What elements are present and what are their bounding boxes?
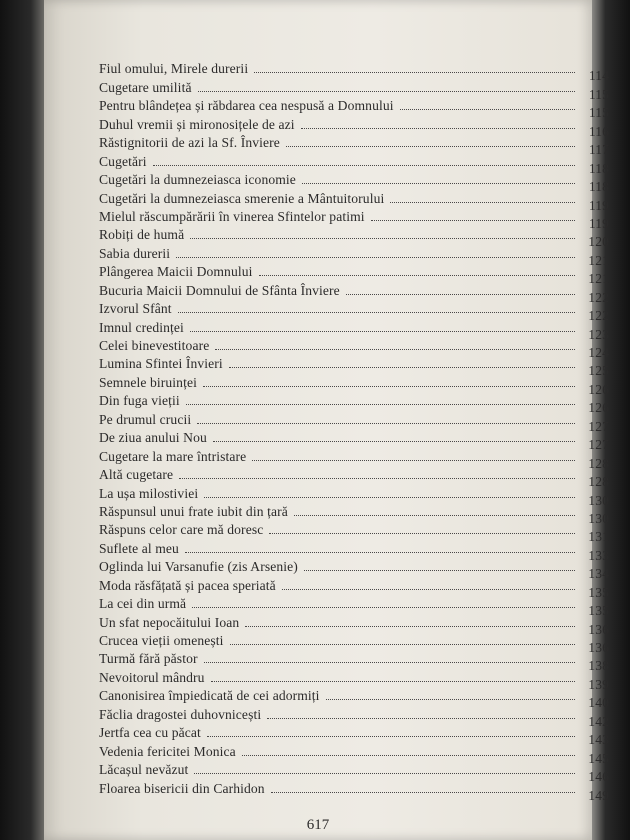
dot-leader [185, 552, 575, 553]
dot-leader [178, 312, 575, 313]
dot-leader [346, 294, 575, 295]
toc-entry-page: 130 [588, 492, 609, 508]
toc-entry-page: 118 [588, 179, 609, 195]
toc-entry-title: Răstignitorii de azi la Sf. Înviere [99, 135, 280, 151]
toc-entry-title: Izvorul Sfânt [99, 301, 172, 317]
toc-entry-title: Turmă fără păstor [99, 651, 198, 667]
toc-entry-title: Pe drumul crucii [99, 411, 192, 427]
toc-entry-title: Un sfat nepocăitului Ioan [99, 614, 240, 630]
toc-entry-title: Răspuns celor care mă doresc [99, 522, 264, 538]
toc-entry-title: Lumina Sfintei Învieri [99, 356, 223, 372]
toc-entry-title: Cugetări la dumnezeiasca iconomie [99, 172, 296, 188]
dot-leader [176, 257, 575, 258]
toc-entry-title: Răspunsul unui frate iubit din țară [99, 503, 288, 519]
dot-leader [204, 497, 575, 498]
dot-leader [198, 91, 575, 92]
toc-entry-page: 119 [588, 215, 609, 231]
dot-leader [213, 441, 575, 442]
toc-entry-page: 136 [588, 640, 609, 655]
toc-entry-page: 138 [588, 658, 609, 674]
dot-leader [390, 202, 575, 203]
toc-entry-page: 145 [588, 750, 609, 766]
toc-entry-title: Jertfa cea cu păcat [99, 725, 201, 741]
toc-entry-title: Canonisirea împiedicată de cei adormiți [99, 688, 320, 704]
toc-entry-page: 123 [588, 326, 609, 342]
dot-leader [229, 367, 575, 368]
toc-entry [99, 160, 609, 188]
toc-entry-page: 122 [588, 289, 609, 305]
dot-leader [282, 589, 575, 590]
toc-entry-page: 127 [588, 437, 609, 453]
toc-entry-page: 143 [588, 732, 609, 748]
toc-entry-page: 131 [588, 529, 609, 545]
dot-leader [203, 386, 575, 387]
toc-entry-page: 136 [588, 621, 609, 637]
book-page [44, 0, 609, 840]
dot-leader [286, 146, 575, 147]
toc-entry-title: Floarea bisericii din Carhidon [99, 780, 265, 796]
toc-entry-title: Cugetări [99, 153, 147, 169]
dot-leader [204, 662, 575, 663]
book-gutter-shadow [0, 0, 44, 840]
toc-entry-title: Făclia dragostei duhovnicești [99, 706, 262, 722]
toc-entry-title: Imnul credinței [99, 319, 184, 335]
dot-leader [252, 460, 575, 461]
toc-entry-title: Nevoitorul mândru [99, 669, 205, 685]
toc-entry-page: 139 [588, 676, 609, 692]
toc-entry-page: 135 [588, 584, 609, 600]
toc-entry-title: Suflete al meu [99, 540, 179, 556]
toc-entry-title: Fiul omului, Mirele durerii [99, 61, 249, 77]
dot-leader [242, 755, 575, 756]
toc-entry-title: Mielul răscumpărării în vinerea Sfintelor patimi [99, 208, 365, 224]
dot-leader [153, 165, 575, 166]
toc-entry-page: 117 [588, 142, 609, 158]
dot-leader [302, 183, 575, 184]
dot-leader [190, 238, 575, 239]
dot-leader [211, 681, 575, 682]
toc-entry-title: Moda răsfățată și pacea speriată [99, 577, 276, 593]
toc-entry-page: 128 [588, 455, 609, 471]
toc-entry-page: 121 [588, 271, 609, 287]
toc-entry-title: Cugetare la mare întristare [99, 448, 247, 464]
dot-leader [371, 220, 575, 221]
dot-leader [215, 349, 575, 350]
toc-entry-title: Celei binevestitoare [99, 338, 210, 353]
dot-leader [192, 607, 575, 608]
toc-entry-title: Semnele biruinței [99, 374, 197, 390]
dot-leader [207, 736, 575, 737]
toc-entry-page: 114 [588, 68, 609, 84]
toc-entry-title: Robiți de humă [99, 227, 185, 243]
toc-entry-page: 115 [588, 86, 609, 102]
toc-entry-title: Plângerea Maicii Domnului [99, 264, 253, 280]
toc-entry-title: De ziua anului Nou [99, 430, 207, 446]
toc-entry-title: Altă cugetare [99, 467, 174, 483]
toc-entry-title: Vedenia fericitei Monica [99, 743, 236, 759]
toc-entry-page: 128 [588, 474, 609, 490]
toc-entry-title: Cugetări la dumnezeiasca smerenie a Mântuitorului [99, 190, 385, 206]
dot-leader [197, 423, 575, 424]
toc-entry-page: 122 [588, 308, 609, 324]
toc-entry-page: 133 [588, 547, 609, 563]
toc-entry-title: Pentru blândețea și răbdarea cea nespusă a Domnului [99, 98, 394, 114]
dot-leader [301, 128, 575, 129]
toc-entry-page: 118 [588, 160, 609, 176]
dot-leader [245, 626, 575, 627]
dot-leader [304, 570, 575, 571]
toc-entry-page: 140 [588, 695, 609, 711]
dot-leader [186, 404, 575, 405]
toc-entry-page: 146 [588, 769, 609, 785]
toc-entry-page: 134 [588, 566, 609, 582]
toc-entry-title: Duhul vremii și mironosițele de azi [99, 116, 295, 132]
dot-leader [254, 72, 575, 73]
toc-entry-page: 149 [588, 787, 609, 803]
dot-leader [326, 699, 575, 700]
toc-entry-page: 130 [588, 510, 609, 526]
dot-leader [271, 792, 575, 793]
dot-leader [190, 331, 575, 332]
toc-entry-title: Oglinda lui Varsanufie (zis Arsenie) [99, 559, 298, 575]
table-of-contents [99, 59, 609, 815]
toc-entry-page: 142 [588, 713, 609, 729]
toc-entry-page: 115 [588, 105, 609, 121]
toc-entry-title: Cugetare umilită [99, 79, 192, 95]
toc-entry-page: 124 [588, 345, 609, 360]
toc-entry-title: Din fuga vieții [99, 393, 180, 409]
toc-entry-page: 126 [588, 381, 609, 397]
toc-entry-title: Bucuria Maicii Domnului de Sfânta Înviere [99, 282, 340, 298]
dot-leader [269, 533, 575, 534]
toc-entry-title: La cei din urmă [99, 596, 187, 612]
dot-leader [259, 275, 575, 276]
dot-leader [294, 515, 575, 516]
dot-leader [179, 478, 575, 479]
toc-entry-page: 120 [588, 234, 609, 250]
dot-leader [230, 644, 575, 645]
toc-entry-page: 125 [588, 363, 609, 379]
toc-entry-title: Crucea vieții omenești [99, 633, 224, 648]
toc-entry-title: Sabia durerii [99, 245, 171, 261]
dot-leader [267, 718, 575, 719]
toc-entry [99, 59, 609, 77]
dot-leader [400, 109, 575, 110]
toc-entry-page: 116 [588, 123, 609, 139]
toc-entry-page: 127 [588, 418, 609, 434]
toc-entry-page: 135 [588, 603, 609, 619]
toc-entry-title: La ușa milostiviei [99, 485, 199, 501]
toc-entry-page: 126 [588, 400, 609, 416]
toc-entry-title: Lăcașul nevăzut [99, 762, 189, 778]
toc-entry-page: 121 [588, 252, 609, 268]
toc-entry-page: 119 [588, 197, 609, 213]
page-number: 617 [306, 817, 330, 833]
dot-leader [194, 773, 575, 774]
